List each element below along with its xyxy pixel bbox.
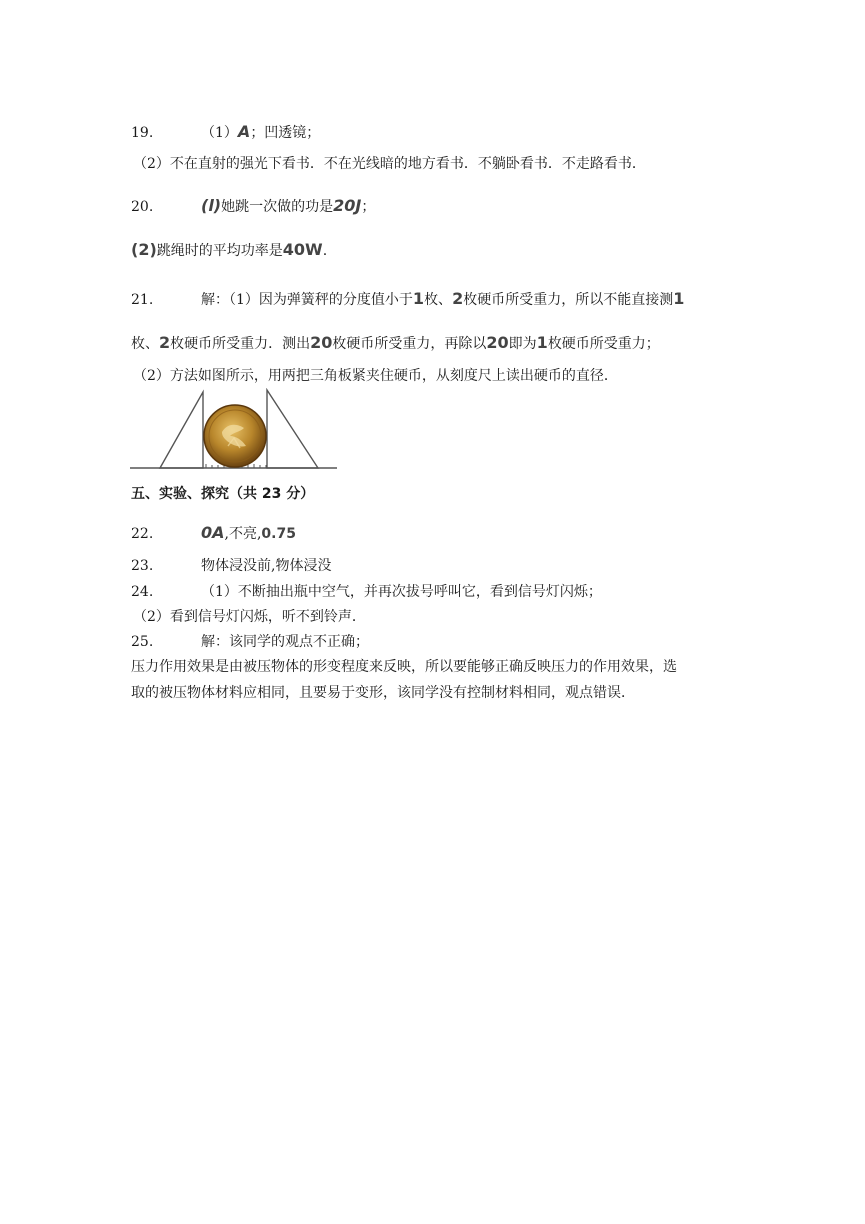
q22-number: 22.: [131, 526, 154, 542]
q20-part1-value: 20J: [333, 196, 362, 215]
q21-l2-b: 枚硬币所受重力．测出: [170, 336, 311, 352]
q20-part1-label: (l): [201, 196, 222, 215]
q25-line1: [131, 632, 369, 652]
coin: [204, 405, 266, 467]
q21-l2-e: 枚硬币所受重力；: [547, 336, 660, 352]
q22-text1: ,不亮,: [224, 526, 262, 542]
q21-number: 21.: [131, 292, 154, 308]
q22-value1: 0A: [201, 523, 225, 542]
q25-line2: 压力作用效果是由被压物体的形变程度来反映，所以要能够正确反映压力的作用效果，选: [131, 659, 677, 675]
q21-n1: 1: [412, 289, 425, 308]
q21-line2: [131, 333, 660, 354]
section5-title: 五、实验、探究（共 23 分）: [131, 486, 315, 502]
q25-l1: 解：该同学的观点不正确；: [201, 634, 369, 650]
q19-part1-rest: ；凹透镜；: [250, 125, 321, 141]
q21-n2: 2: [452, 289, 464, 308]
q23-number: 23.: [131, 558, 154, 574]
q20-number: 20.: [131, 199, 154, 215]
q21-l2-c: 枚硬币所受重力，再除以: [332, 336, 487, 352]
q21-line1: [131, 289, 684, 310]
q21-n4: 2: [159, 333, 171, 352]
q21-l2-a: 枚、: [131, 336, 159, 352]
q21-n6: 20: [486, 333, 509, 352]
q21-l1-c: 枚硬币所受重力，所以不能直接测: [463, 292, 674, 308]
q20-part2-end: .: [322, 243, 328, 259]
coin-measurement-figure: [130, 388, 340, 478]
q19-number: 19.: [131, 125, 154, 141]
right-triangle-ruler: [267, 390, 318, 468]
q21-n5: 20: [310, 333, 333, 352]
q24-line1: [131, 582, 602, 602]
q22-line: [131, 523, 296, 544]
q24-part1: （1）不断抽出瓶中空气，并再次拔号呼叫它，看到信号灯闪烁；: [201, 584, 602, 600]
q21-l2-d: 即为: [508, 336, 537, 352]
q20-part2-text: 跳绳时的平均功率是: [156, 243, 283, 259]
q20-part1-end: ；: [361, 199, 376, 215]
q21-l1-b: 枚、: [424, 292, 453, 308]
q19-line2: （2）不在直射的强光下看书．不在光线暗的地方看书．不躺卧看书．不走路看书．: [133, 156, 646, 172]
q23-text: 物体浸没前,物体浸没: [201, 558, 332, 574]
q23-line: [131, 556, 331, 576]
q20-part2-value: 40W: [282, 240, 323, 259]
q24-number: 24.: [131, 584, 154, 600]
q19-answer-a: A: [237, 122, 251, 141]
q19-part1-prefix: （1）: [201, 125, 238, 141]
q22-value2: 0.75: [261, 526, 296, 542]
q21-line3: （2）方法如图所示，用两把三角板紧夹住硬币，从刻度尺上读出硬币的直径．: [133, 368, 618, 384]
left-triangle-ruler: [160, 392, 203, 468]
q25-number: 25.: [131, 634, 154, 650]
q20-part2-label: (2): [131, 240, 157, 259]
q21-n7: 1: [536, 333, 548, 352]
q20-line1: [131, 196, 375, 217]
q21-n3: 1: [673, 289, 685, 308]
q21-l1-a: 解：（1）因为弹簧秤的分度值小于: [201, 292, 413, 308]
q24-line2: （2）看到信号灯闪烁，听不到铃声．: [133, 609, 366, 625]
q19-line1: [131, 122, 320, 143]
q20-line2: [131, 240, 327, 261]
q25-line3: 取的被压物体材料应相同，且要易于变形，该同学没有控制材料相同，观点错误．: [131, 685, 635, 701]
q20-part1-text: 她跳一次做的功是: [221, 199, 334, 215]
